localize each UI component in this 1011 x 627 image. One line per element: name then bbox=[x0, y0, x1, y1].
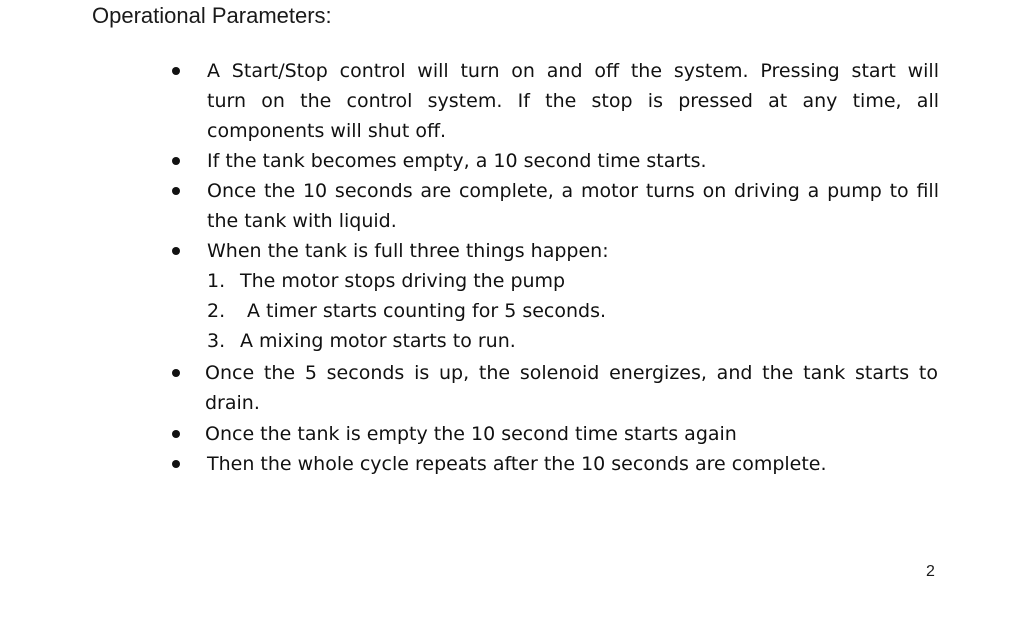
bullet-icon bbox=[172, 67, 180, 75]
list-item bbox=[0, 236, 1011, 266]
list-item-text: When the tank is full three things happen: bbox=[207, 240, 609, 262]
list-item-text: the tank with liquid. bbox=[207, 210, 397, 232]
section-heading: Operational Parameters: bbox=[92, 3, 332, 28]
sub-item-number: 2. bbox=[207, 300, 226, 322]
list-item-text: If the tank becomes empty, a 10 second time starts. bbox=[207, 150, 707, 172]
bullet-icon bbox=[172, 157, 180, 165]
sub-item-text: The motor stops driving the pump bbox=[240, 270, 566, 292]
list-item bbox=[0, 176, 1011, 206]
list-item-text: Once the tank is empty the 10 second time starts again bbox=[205, 423, 737, 445]
list-item-text: Then the whole cycle repeats after the 10 seconds are complete. bbox=[207, 453, 827, 475]
list-item-continuation bbox=[0, 86, 1011, 116]
numbered-sub-item bbox=[0, 266, 1011, 296]
numbered-sub-item bbox=[0, 326, 1011, 356]
bullet-icon bbox=[172, 247, 180, 255]
bullet-icon bbox=[172, 369, 180, 377]
bullet-icon bbox=[172, 460, 180, 468]
bullet-icon bbox=[172, 430, 180, 438]
page-number: 2 bbox=[926, 563, 935, 580]
list-item bbox=[0, 146, 1011, 176]
bullet-icon bbox=[172, 187, 180, 195]
sub-item-number: 3. bbox=[207, 330, 226, 352]
list-item-text: Once the 5 seconds is up, the solenoid energizes, and the tank starts to bbox=[205, 362, 938, 384]
sub-item-text: A mixing motor starts to run. bbox=[240, 330, 516, 352]
numbered-sub-item bbox=[0, 296, 1011, 326]
list-item bbox=[0, 56, 1011, 86]
sub-item-text: A timer starts counting for 5 seconds. bbox=[247, 300, 607, 322]
list-item-text: turn on the control system. If the stop is pressed at any time, all bbox=[207, 90, 939, 112]
list-item-continuation bbox=[0, 388, 1011, 418]
list-item bbox=[0, 358, 1011, 388]
list-item bbox=[0, 419, 1011, 449]
list-item-continuation bbox=[0, 206, 1011, 236]
sub-item-number: 1. bbox=[207, 270, 226, 292]
list-item-text: drain. bbox=[205, 392, 260, 414]
list-item-text: A Start/Stop control will turn on and off the system. Pressing start will bbox=[207, 60, 939, 82]
list-item bbox=[0, 449, 1011, 479]
list-item-text: Once the 10 seconds are complete, a motor turns on driving a pump to fill bbox=[207, 180, 939, 202]
list-item-continuation bbox=[0, 116, 1011, 146]
list-item-text: components will shut off. bbox=[207, 120, 447, 142]
